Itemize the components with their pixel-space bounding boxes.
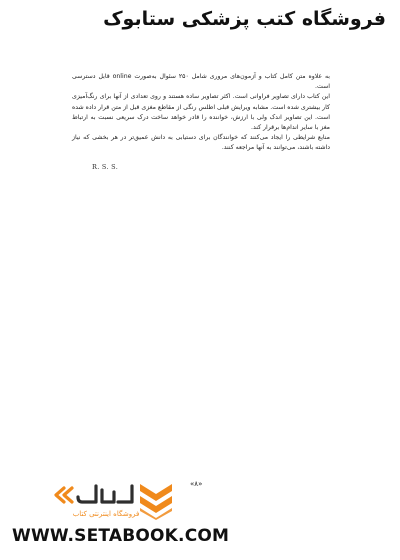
page-header-title: فروشگاه کتب پزشکی ستابوک	[103, 8, 386, 30]
paragraph: این کتاب دارای تصاویر فراوانی است. اکثر تصاویر ساده هستند و روی تعدادی از آنها برای رنگ‌آمیزی کار بیشتری شده است. مشابه ویرایش قبلی اطلس رنگی از مقاطع مغزی قبل از متن قرار داده شده است. این تصاویر اندک ولی با ارزش، خواننده را قادر خواهد ساخت درک سریعی نسبت به ارتباط مغز با سایر اندام‌ها برقرار کند.	[72, 93, 330, 132]
wordmark-graphic	[78, 486, 132, 502]
setabook-logo	[28, 478, 176, 520]
author-signature: R. S. S.	[92, 163, 119, 171]
logo-subtitle: فروشگاه اینترنتی کتاب	[72, 510, 140, 518]
wordmark-accent	[56, 488, 72, 502]
page-number: «۸»	[190, 480, 203, 488]
site-url[interactable]: WWW.SETABOOK.COM	[12, 526, 230, 546]
body-text	[72, 72, 330, 154]
chevron-logo-icon	[140, 484, 172, 520]
paragraph: به علاوه متن کامل کتاب و آزمون‌های مروری شامل ۲۵۰ سئوال به‌صورت online قابل دسترسی است.	[72, 73, 330, 91]
paragraph: منابع شرایطی را ایجاد می‌کنند که خوانندگان برای دستیابی به دانش عمیق‌تر در هر بخشی که نیاز داشته باشند، می‌توانند به آنها مراجعه کنند.	[72, 134, 330, 152]
